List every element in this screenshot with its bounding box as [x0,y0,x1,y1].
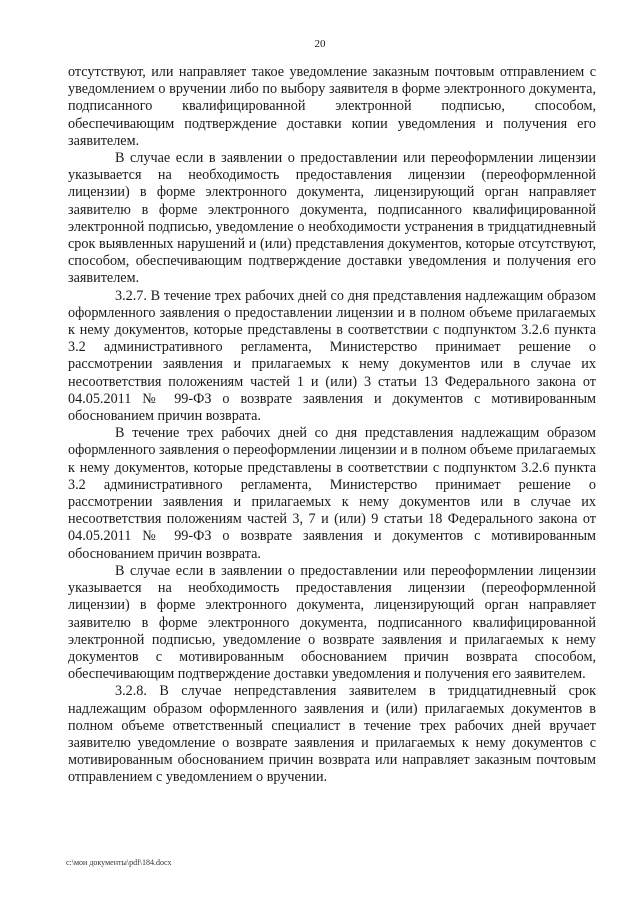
paragraph: 3.2.8. В случае непредставления заявителем в тридцатидневный срок надлежащим образом оформленного заявления и (или) прилагаемых документов в полном объеме ответственный специалист в течение трех рабочих дней вручает заявителю уведомление о возврате заявления и прилагаемых к нему документов с мотивированным обоснованием причин возврата или направляет заказным почтовым отправлением с уведомлением о вручении. [68,683,596,786]
document-body [68,64,596,787]
paragraph: В случае если в заявлении о предоставлении или переоформлении лицензии указывается на необходимость предоставления лицензии (переоформленной лицензии) в форме электронного документа, лицензирующий орган направляет заявителю в форме электронного документа, подписанного квалифицированной электронной подписью, уведомление о возврате заявления и прилагаемых к нему документов с мотивированным обоснованием причин возврата способом, обеспечивающим подтверждение доставки уведомления и получения его заявителем. [68,562,596,683]
file-path-footer: c:\мои документы\pdf\184.docx [66,858,172,867]
paragraph: 3.2.7. В течение трех рабочих дней со дня представления надлежащим образом оформленного заявления о предоставлении лицензии и в полном объеме прилагаемых к нему документов, которые представлены в соответствии с подпунктом 3.2.6 пункта 3.2 административного регламента, Министерство принимает решение о рассмотрении заявления и прилагаемых к нему документов или в случае их несоответствия положениям частей 1 и (или) 3 статьи 13 Федерального закона от 04.05.2011 № 99-ФЗ о возврате заявления и документов с мотивированным обоснованием причин возврата. [68,287,596,425]
page-number: 20 [314,38,326,50]
paragraph: В течение трех рабочих дней со дня представления надлежащим образом оформленного заявления о переоформлении лицензии и в полном объеме прилагаемых к нему документов, которые представлены в соответствии с подпунктом 3.2.6 пункта 3.2 административного регламента, Министерство принимает решение о рассмотрении заявления и прилагаемых к нему документов или в случае их несоответствия положениям частей 3, 7 и (или) 9 статьи 18 Федерального закона от 04.05.2011 № 99-ФЗ о возврате заявления и документов с мотивированным обоснованием причин возврата. [68,425,596,562]
paragraph: отсутствуют, или направляет такое уведомление заказным почтовым отправлением с уведомлением о вручении либо по выбору заявителя в форме электронного документа, подписанного квалифицированной электронной подписью, способом, обеспечивающим подтверждение доставки копии уведомления и получения его заявителем. [68,64,596,149]
paragraph: В случае если в заявлении о предоставлении или переоформлении лицензии указывается на необходимость предоставления лицензии (переоформленной лицензии) в форме электронного документа, лицензирующий орган направляет заявителю в форме электронного документа, подписанного квалифицированной электронной подписью, уведомление о необходимости устранения в тридцатидневный срок выявленных нарушений и (или) представления документов, которые отсутствуют, способом, обеспечивающим подтверждение доставки уведомления и получения его заявителем. [68,150,596,287]
